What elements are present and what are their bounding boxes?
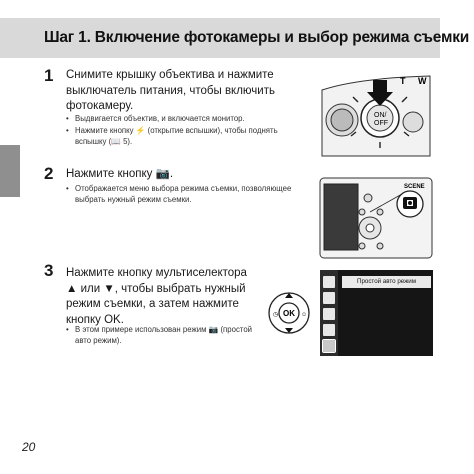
svg-text:T: T [400,76,406,86]
svg-text:☺: ☺ [301,312,308,318]
svg-text:◷: ◷ [273,312,279,318]
step-3-line: режим съемки, а затем нажмите [66,298,239,310]
step-2-text [66,167,298,183]
power-off-label: OFF [374,120,388,127]
auto-mode-icon [323,276,335,288]
selector-ok-label: OK [283,309,295,318]
step-1-bullet: • Выдвигается объектив, и включается монитор. [66,114,306,125]
menu-title: Простой авто режим [342,276,431,288]
bullet-line: авто режим). [75,335,122,345]
bullet-line: В этом примере использован режим 📷 (простой [75,325,253,334]
section-label-container [2,190,18,320]
bullet-line: вспышку (📖 5). [75,136,133,146]
step-1-line: выключатель питания, чтобы включить [66,84,275,97]
step-1-bullet: • Нажмите кнопку ⚡ (открытие вспышки), чтобы поднять вспышку (📖 5). [66,126,306,147]
step-3-line: кнопку OK. [66,313,124,326]
scene-mode-icon [323,292,335,304]
step-1-line: фотокамеру. [66,100,134,112]
step-2-number: 2 [44,164,54,183]
menu-icon-strip [320,270,338,356]
step-3-bullet: • В этом примере использован режим 📷 (простой авто режим). [66,325,256,346]
bullet-line: выбрать нужный режим съемки. [75,194,192,204]
step-1-number: 1 [44,66,54,85]
step-2-line: Нажмите кнопку 📷. [66,168,174,180]
page-header [0,18,470,58]
special-effects-icon [323,308,335,320]
multi-selector-figure [266,290,312,336]
page-number: 20 [22,440,36,454]
camera-back-figure [318,172,434,260]
step-3-line: ▲ или ▼, чтобы выбрать нужный [66,282,246,295]
smart-portrait-icon [323,324,335,336]
scene-button-label: SCENE [404,184,425,190]
step-3-text [66,266,298,328]
power-switch-figure [318,70,434,160]
svg-text:W: W [418,76,427,86]
page-title: Шаг 1. Включение фотокамеры и выбор режима съемки [44,29,470,46]
step-1-text [66,68,298,115]
shooting-mode-menu-screen [320,270,433,356]
step-1-line: Снимите крышку объектива и нажмите [66,69,274,81]
bullet-line: Выдвигается объектив, и включается монитор. [75,114,245,123]
step-2-bullet: • Отображается меню выбора режима съемки, позволяющее выбрать нужный режим съемки. [66,184,306,205]
bullet-line: Отображается меню выбора режима съемки, позволяющее [75,184,292,193]
bullet-line: Нажмите кнопку ⚡ (открытие вспышки), чтобы поднять [75,126,278,135]
step-3-line: Нажмите кнопку мультиселектора [66,267,247,279]
camera-icon [323,340,335,352]
power-on-label: ON/ [374,112,387,119]
step-3-number: 3 [44,261,54,280]
